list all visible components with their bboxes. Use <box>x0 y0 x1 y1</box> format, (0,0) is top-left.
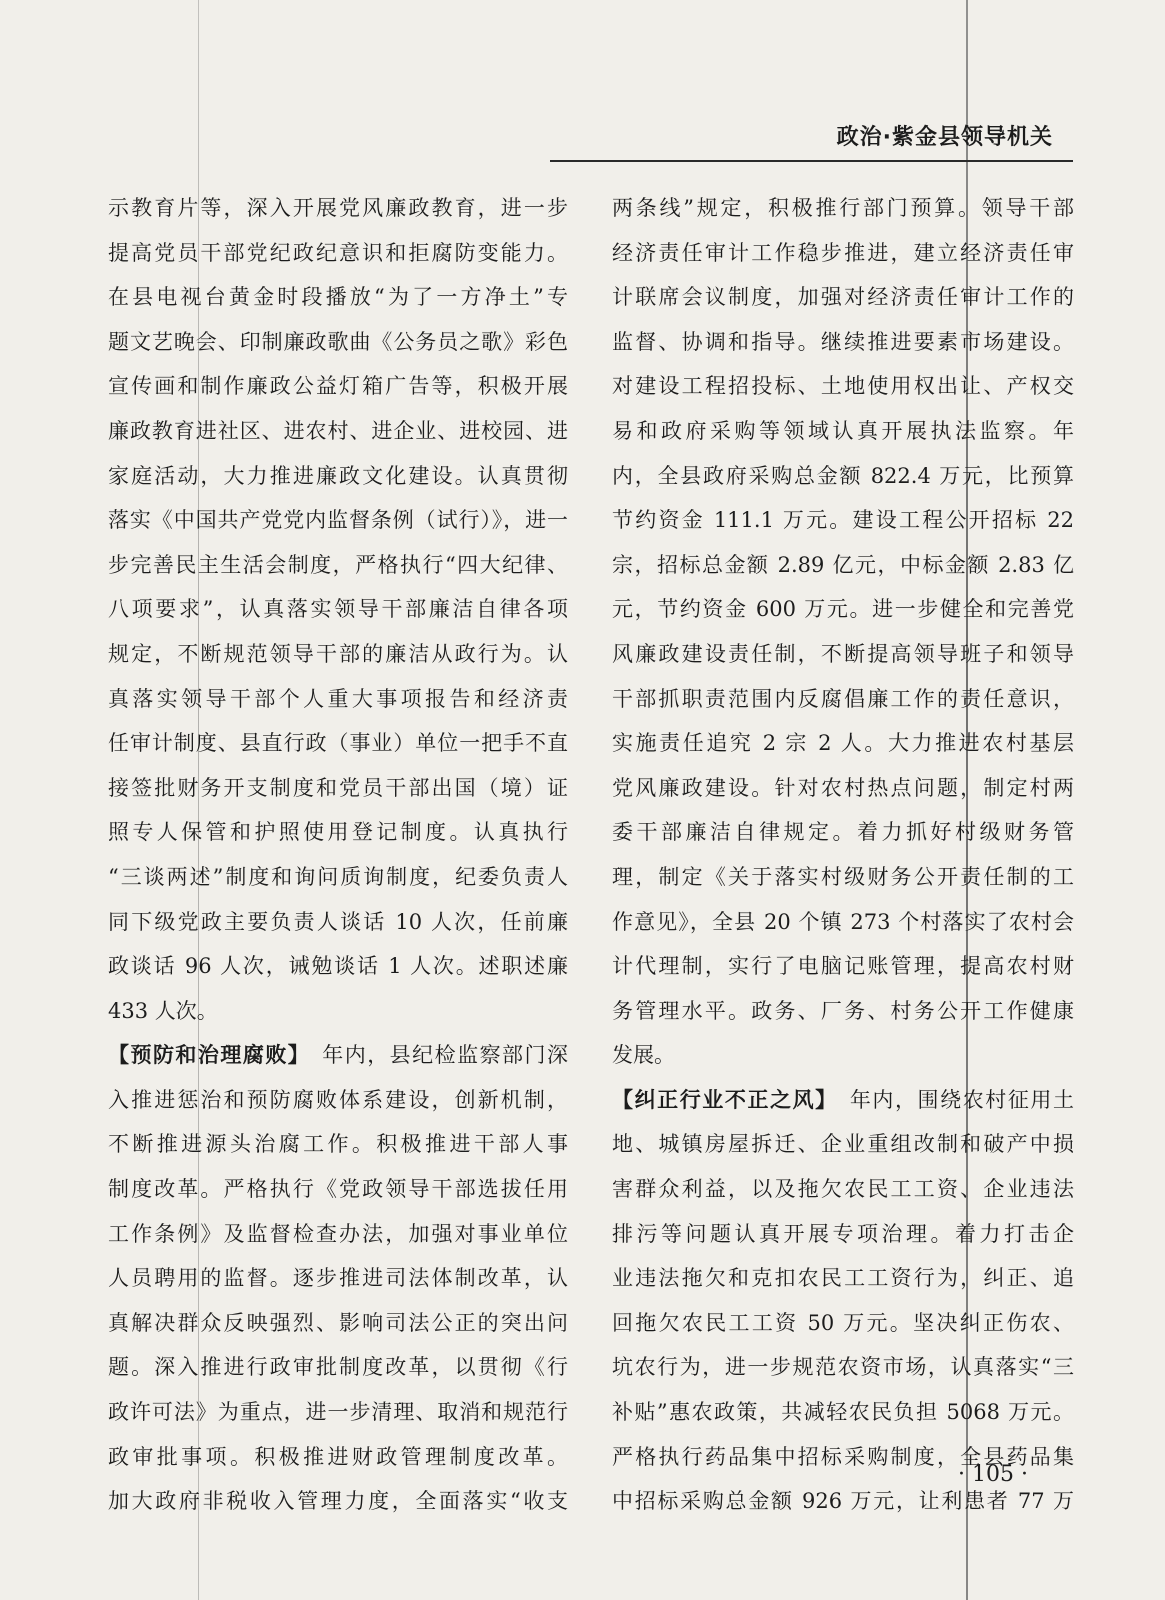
left-column <box>108 186 568 1524</box>
text-line: 作意见》，全县 20 个镇 273 个村落实了农村会 <box>612 909 1074 934</box>
running-header: 政治·紫金县领导机关 <box>836 125 1053 150</box>
text-line: 规定，不断规范领导干部的廉洁从政行为。认 <box>108 641 568 666</box>
text-line: 地、城镇房屋拆迁、企业重组改制和破产中损 <box>612 1132 1074 1157</box>
text-line: “三谈两述”制度和询问质询制度，纪委负责人 <box>108 864 568 889</box>
header-rule <box>550 160 1073 162</box>
section-first-line: 年内，县纪检监察部门深 <box>299 1043 569 1068</box>
text-line: 接签批财务开支制度和党员干部出国（境）证 <box>108 775 568 800</box>
text-line: 政许可法》为重点，进一步清理、取消和规范行 <box>108 1400 568 1425</box>
text-line: 坑农行为，进一步规范农资市场，认真落实“三 <box>612 1355 1074 1380</box>
section-heading: 【预防和治理腐败】 <box>108 1043 300 1068</box>
section-heading-line <box>612 1078 1074 1123</box>
text-line: 易和政府采购等领域认真开展执法监察。年 <box>612 418 1074 443</box>
text-line: 宣传画和制作廉政公益灯箱广告等，积极开展 <box>108 374 568 399</box>
text-line: 务管理水平。政务、厂务、村务公开工作健康 <box>612 998 1074 1023</box>
text-line: 两条线”规定，积极推行部门预算。领导干部 <box>612 196 1074 220</box>
text-line: 任审计制度、县直行政（事业）单位一把手不直 <box>108 731 568 756</box>
right-column <box>612 186 1074 1524</box>
text-line: 理，制定《关于落实村级财务公开责任制的工 <box>612 864 1074 889</box>
page-number: · 105 · <box>958 1462 1028 1487</box>
text-line: 严格执行药品集中招标采购制度，全县药品集 <box>612 1444 1074 1469</box>
text-line: 真落实领导干部个人重大事项报告和经济责 <box>108 686 568 711</box>
text-line: 落实《中国共产党党内监督条例（试行）》，进一 <box>108 508 568 533</box>
text-line: 人员聘用的监督。逐步推进司法体制改革，认 <box>108 1266 568 1291</box>
text-line: 党风廉政建设。针对农村热点问题，制定村两 <box>612 775 1074 800</box>
text-line: 干部抓职责范围内反腐倡廉工作的责任意识， <box>612 686 1074 711</box>
text-line: 元，节约资金 600 万元。进一步健全和完善党 <box>612 597 1074 622</box>
text-line: 内，全县政府采购总金额 822.4 万元，比预算 <box>612 463 1074 488</box>
text-line: 回拖欠农民工工资 50 万元。坚决纠正伤农、 <box>612 1310 1074 1335</box>
text-line: 不断推进源头治腐工作。积极推进干部人事 <box>108 1132 568 1157</box>
text-line: 八项要求”，认真落实领导干部廉洁自律各项 <box>108 597 568 622</box>
section-heading: 【纠正行业不正之风】 <box>612 1087 828 1112</box>
text-line: 家庭活动，大力推进廉政文化建设。认真贯彻 <box>108 463 568 488</box>
text-line: 计联席会议制度，加强对经济责任审计工作的 <box>612 285 1074 310</box>
text-line: 提高党员干部党纪政纪意识和拒腐防变能力。 <box>108 240 568 265</box>
text-line: 政谈话 96 人次，诫勉谈话 1 人次。述职述廉 <box>108 954 568 979</box>
text-line: 同下级党政主要负责人谈话 10 人次，任前廉 <box>108 909 568 934</box>
text-line: 步完善民主生活会制度，严格执行“四大纪律、 <box>108 552 568 577</box>
text-line: 实施责任追究 2 宗 2 人。大力推进农村基层 <box>612 731 1074 756</box>
section-heading-line <box>108 1033 568 1078</box>
text-line: 宗，招标总金额 2.89 亿元，中标金额 2.83 亿 <box>612 552 1074 577</box>
section-first-line: 年内，围绕农村征用土 <box>827 1087 1074 1112</box>
text-line: 制度改革。严格执行《党政领导干部选拔任用 <box>108 1177 568 1202</box>
text-line: 433 人次。 <box>108 998 218 1023</box>
text-line: 风廉政建设责任制，不断提高领导班子和领导 <box>612 641 1074 666</box>
text-line: 廉政教育进社区、进农村、进企业、进校园、进 <box>108 418 568 443</box>
text-line: 害群众利益，以及拖欠农民工工资、企业违法 <box>612 1177 1074 1202</box>
text-line: 排污等问题认真开展专项治理。着力打击企 <box>612 1221 1074 1246</box>
text-line: 政审批事项。积极推进财政管理制度改革。 <box>108 1444 568 1469</box>
text-line: 中招标采购总金额 926 万元，让利患者 77 万 <box>612 1489 1074 1514</box>
text-line: 委干部廉洁自律规定。着力抓好村级财务管 <box>612 820 1074 845</box>
text-line: 在县电视台黄金时段播放“为了一方净土”专 <box>108 285 568 310</box>
text-line: 加大政府非税收入管理力度，全面落实“收支 <box>108 1489 568 1514</box>
text-line: 经济责任审计工作稳步推进，建立经济责任审 <box>612 240 1074 265</box>
text-line: 题。深入推进行政审批制度改革，以贯彻《行 <box>108 1355 568 1380</box>
text-line: 节约资金 111.1 万元。建设工程公开招标 22 <box>612 508 1074 533</box>
text-line: 真解决群众反映强烈、影响司法公正的突出问 <box>108 1310 568 1335</box>
text-line: 发展。 <box>612 1043 675 1068</box>
text-line: 计代理制，实行了电脑记账管理，提高农村财 <box>612 954 1074 979</box>
text-line: 对建设工程招投标、土地使用权出让、产权交 <box>612 374 1074 399</box>
text-line: 监督、协调和指导。继续推进要素市场建设。 <box>612 329 1074 354</box>
text-line: 示教育片等，深入开展党风廉政教育，进一步 <box>108 196 568 220</box>
text-line: 工作条例》及监督检查办法，加强对事业单位 <box>108 1221 568 1246</box>
text-line: 补贴”惠农政策，共减轻农民负担 5068 万元。 <box>612 1400 1074 1425</box>
text-line: 题文艺晚会、印制廉政歌曲《公务员之歌》彩色 <box>108 329 568 354</box>
text-line: 照专人保管和护照使用登记制度。认真执行 <box>108 820 568 845</box>
text-line: 入推进惩治和预防腐败体系建设，创新机制， <box>108 1087 568 1112</box>
text-line: 业违法拖欠和克扣农民工工资行为，纠正、追 <box>612 1266 1074 1291</box>
